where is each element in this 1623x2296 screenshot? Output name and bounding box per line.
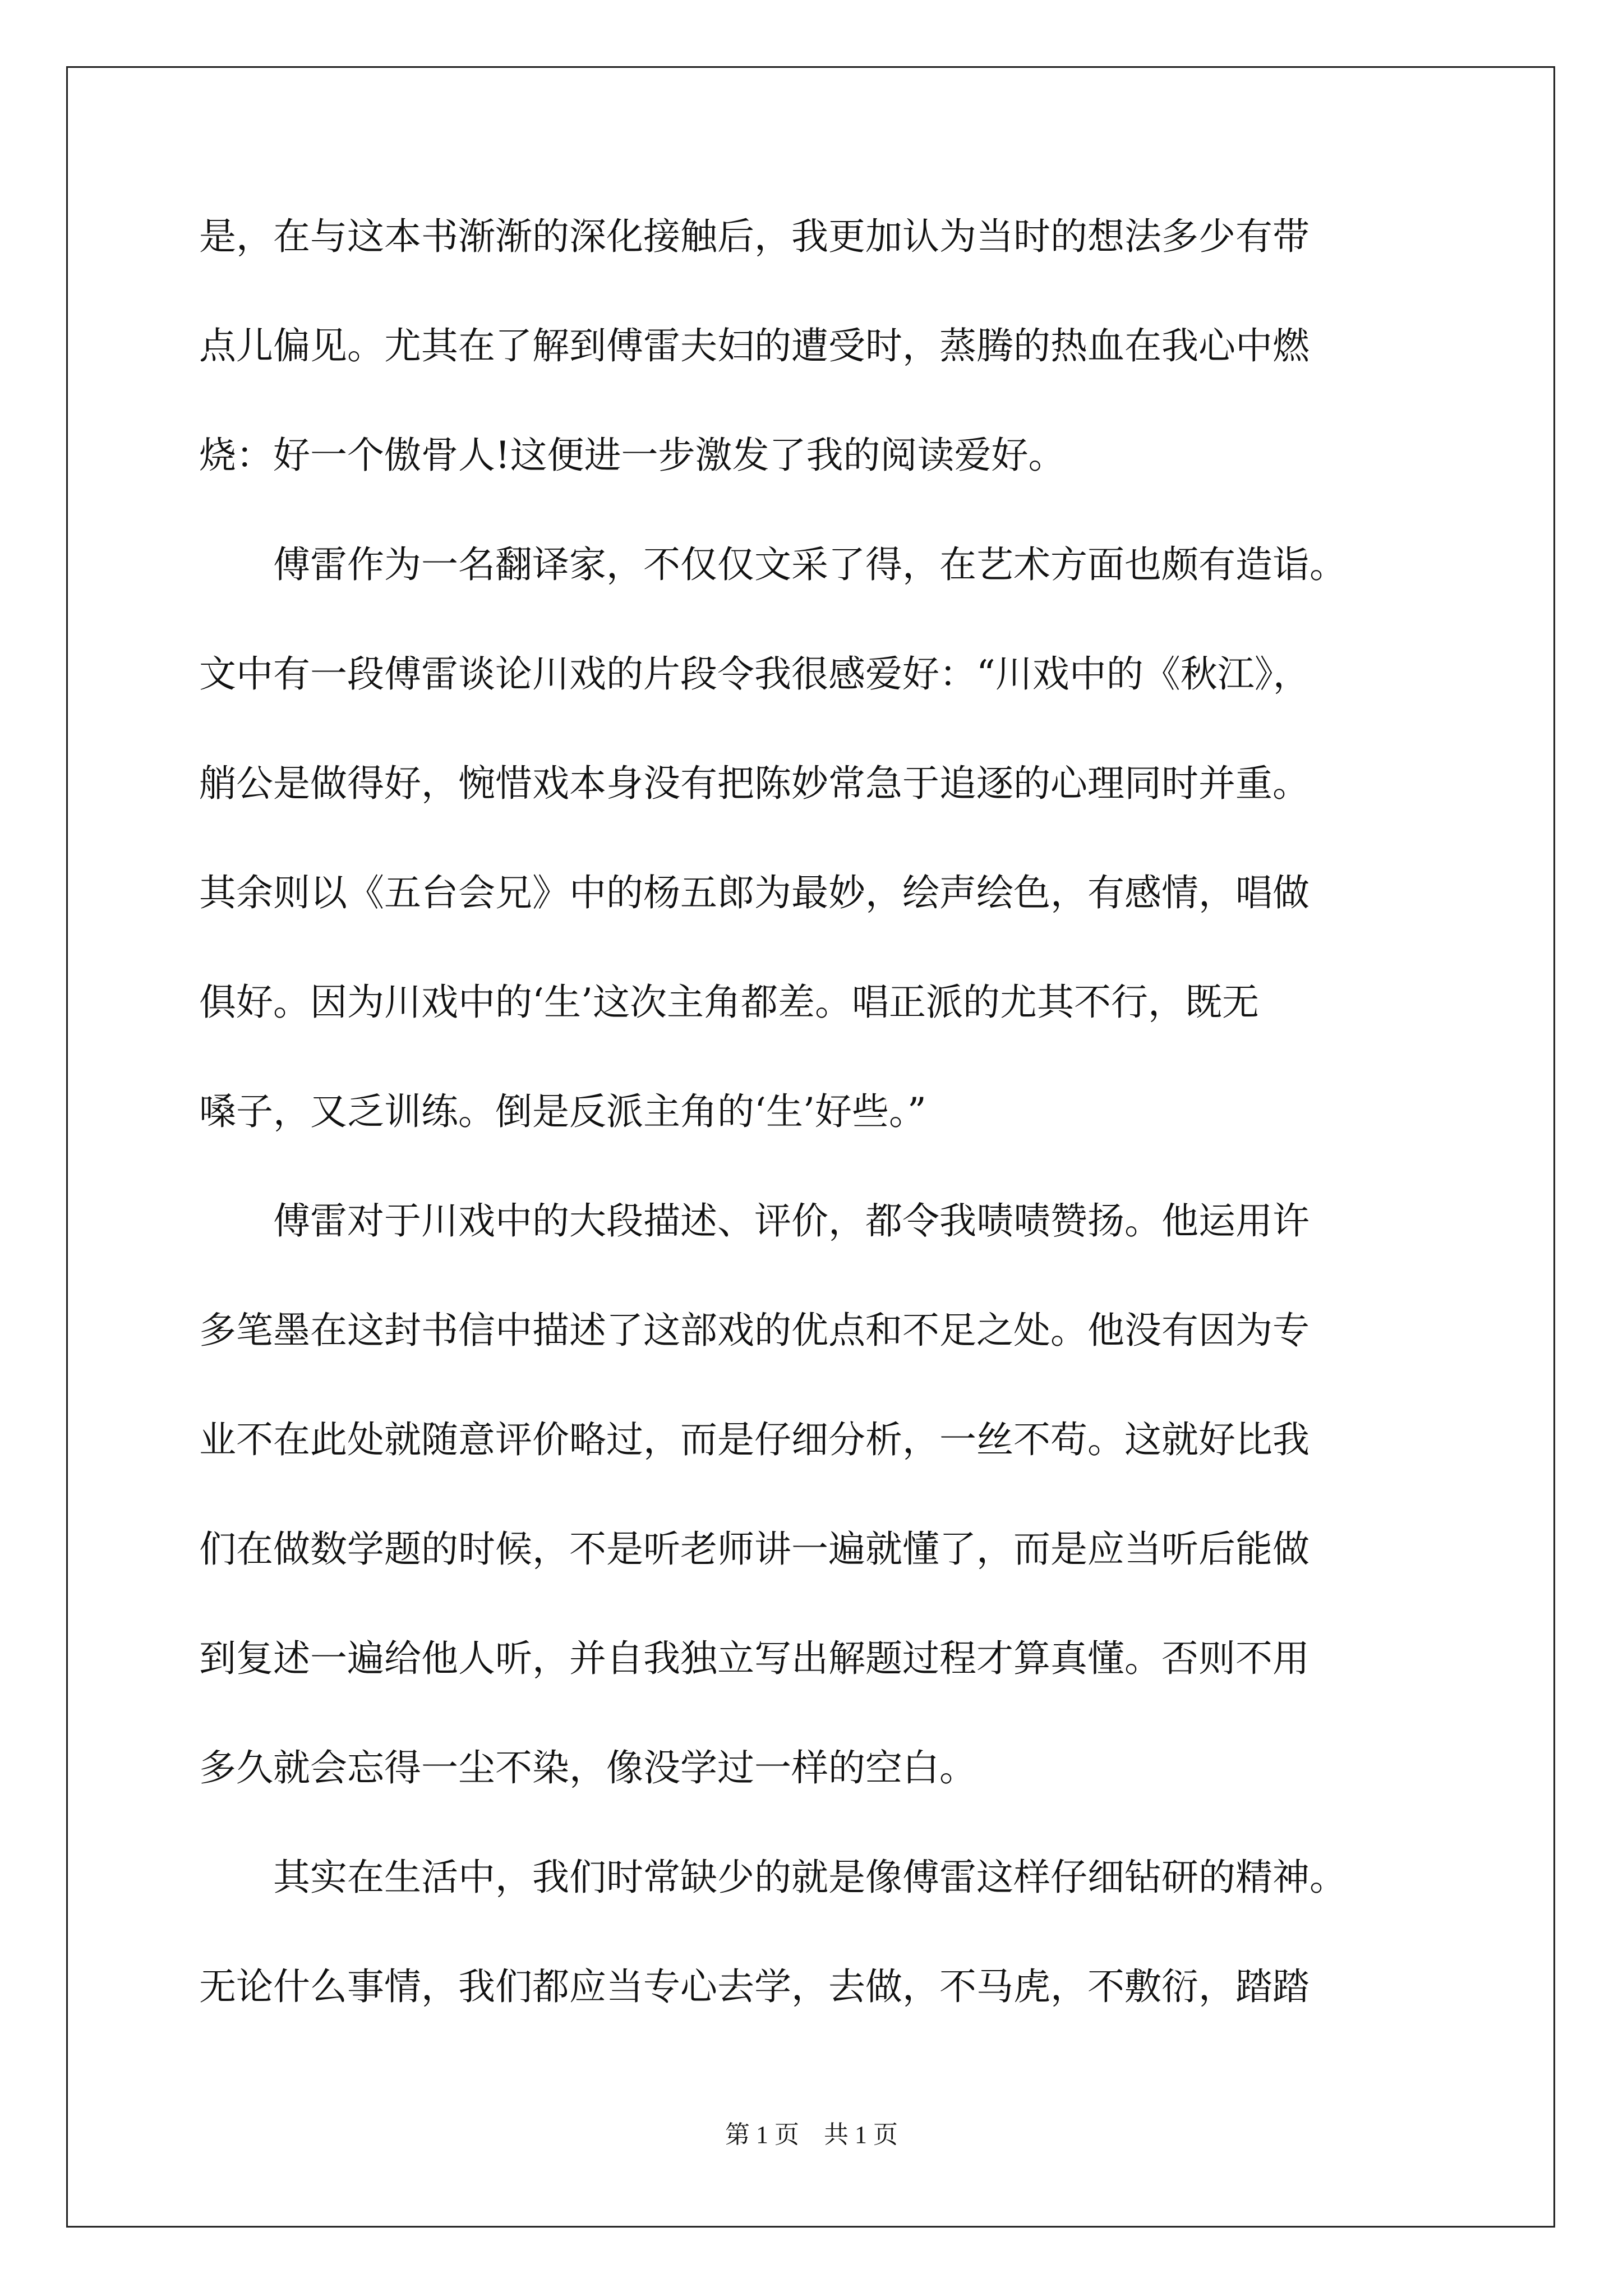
text-line: 傅雷对于川戏中的大段描述、评价，都令我啧啧赞扬。他运用许 bbox=[199, 1199, 1310, 1243]
text-line: 到复述一遍给他人听，并自我独立写出解题过程才算真懂。否则不用 bbox=[199, 1637, 1310, 1680]
text-line: 烧：好一个傲骨人!这便进一步激发了我的阅读爱好。 bbox=[199, 434, 1066, 477]
text-line: 多笔墨在这封书信中描述了这部戏的优点和不足之处。他没有因为专 bbox=[199, 1309, 1310, 1352]
text-line: 其实在生活中，我们时常缺少的就是像傅雷这样仔细钻研的精神。 bbox=[199, 1856, 1347, 1899]
text-line: 无论什么事情，我们都应当专心去学，去做，不马虎，不敷衍，踏踏 bbox=[199, 1965, 1310, 2008]
page-footer: 第 1 页 共 1 页 bbox=[725, 2121, 898, 2148]
text-line: 艄公是做得好，惋惜戏本身没有把陈妙常急于追逐的心理同时并重。 bbox=[199, 762, 1310, 805]
text-line: 们在做数学题的时候，不是听老师讲一遍就懂了，而是应当听后能做 bbox=[199, 1527, 1310, 1571]
text-line: 是，在与这本书渐渐的深化接触后，我更加认为当时的想法多少有带 bbox=[199, 215, 1310, 258]
text-line: 嗓子，又乏训练。倒是反派主角的‘生’好些。” bbox=[199, 1090, 926, 1133]
text-line: 其余则以《五台会兄》中的杨五郎为最妙，绘声绘色，有感情，唱做 bbox=[199, 871, 1310, 914]
text-line: 点儿偏见。尤其在了解到傅雷夫妇的遭受时，蒸腾的热血在我心中燃 bbox=[199, 324, 1310, 367]
text-line: 俱好。因为川戏中的‘生’这次主角都差。唱正派的尤其不行，既无 bbox=[199, 981, 1259, 1024]
text-line: 文中有一段傅雷谈论川戏的片段令我很感爱好：“川戏中的《秋江》， bbox=[199, 652, 1310, 696]
text-line: 傅雷作为一名翻译家，不仅仅文采了得，在艺术方面也颇有造诣。 bbox=[199, 543, 1347, 586]
text-line: 多久就会忘得一尘不染，像没学过一样的空白。 bbox=[199, 1746, 976, 1789]
text-line: 业不在此处就随意评价略过，而是仔细分析，一丝不苟。这就好比我 bbox=[199, 1418, 1310, 1461]
